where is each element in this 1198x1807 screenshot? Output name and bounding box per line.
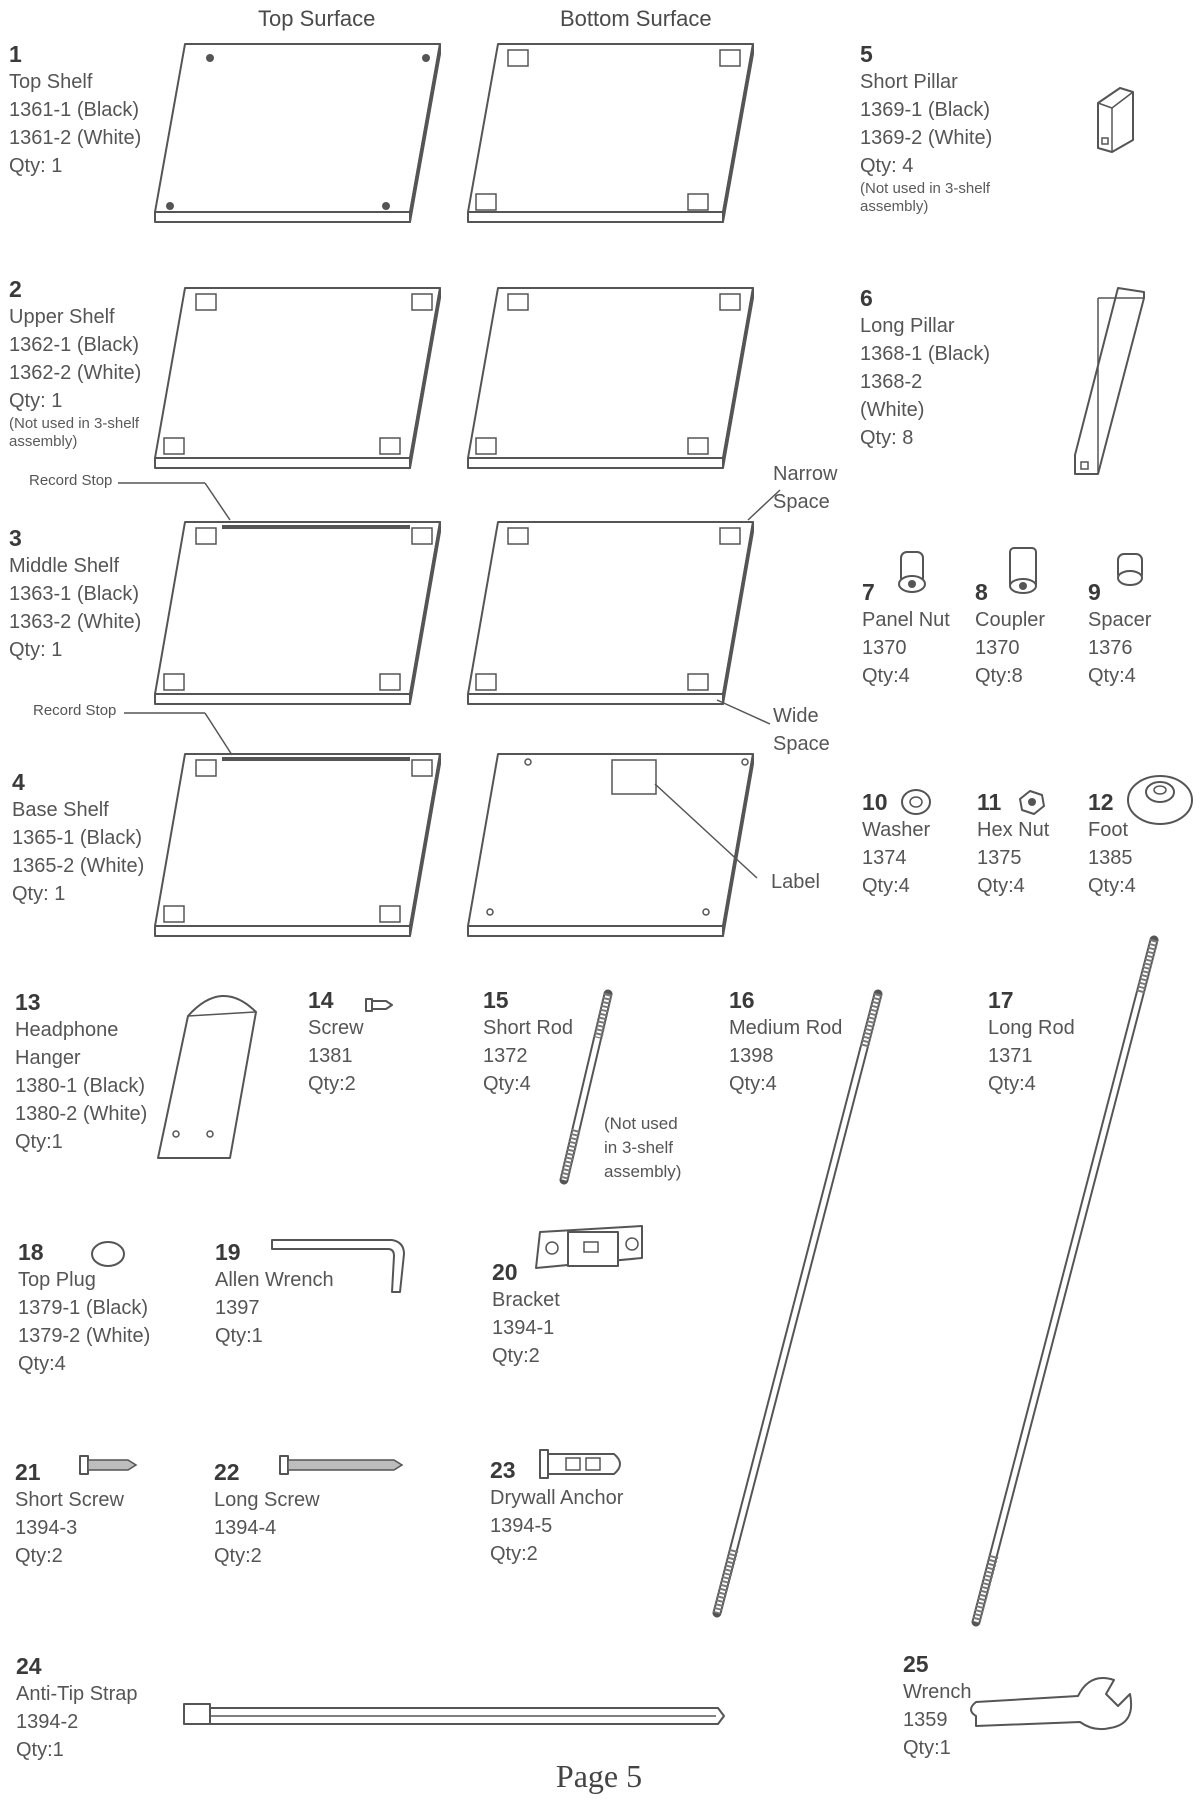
part-number: 16 bbox=[729, 987, 755, 1013]
part-name: Short Screw bbox=[15, 1489, 124, 1511]
part-24-label bbox=[16, 1652, 138, 1764]
top-surface-header: Top Surface bbox=[258, 6, 376, 31]
part-name: Anti-Tip Strap bbox=[16, 1683, 138, 1705]
wide-space-annotation: Wide Space bbox=[773, 705, 830, 755]
part-code-black: 1379-1 (Black) bbox=[18, 1297, 149, 1319]
part-code-white: 1379-2 (White) bbox=[18, 1325, 151, 1347]
part-number: 10 bbox=[862, 789, 888, 815]
part-number: 22 bbox=[214, 1459, 240, 1485]
part-code: 1370 bbox=[862, 637, 907, 659]
part-qty: Qty:1 bbox=[15, 1131, 63, 1153]
part-name: Foot bbox=[1088, 819, 1129, 841]
part-12-label bbox=[1088, 788, 1136, 900]
part-qty: Qty: 4 bbox=[860, 155, 914, 177]
part-25-label bbox=[903, 1650, 972, 1762]
part-18-label bbox=[18, 1238, 150, 1378]
part-name: Wrench bbox=[903, 1681, 972, 1703]
part-name: Base Shelf bbox=[12, 799, 109, 821]
part-code-black: 1362-1 (Black) bbox=[9, 334, 140, 356]
part-code-white: 1368-2 bbox=[860, 371, 923, 393]
part-number: 11 bbox=[977, 789, 1002, 815]
anti-tip-strap-drawing bbox=[184, 1704, 724, 1724]
part-qty: Qty: 1 bbox=[9, 155, 63, 177]
part-qty: Qty:4 bbox=[1088, 665, 1136, 687]
narrow-space-annotation: Narrow Space bbox=[773, 463, 838, 513]
part-3-label bbox=[9, 524, 141, 664]
part-code-black: 1369-1 (Black) bbox=[860, 99, 991, 121]
part-number: 5 bbox=[860, 41, 873, 67]
middle-shelf-top-surface-drawing bbox=[155, 522, 440, 704]
part-qty: Qty:4 bbox=[977, 875, 1025, 897]
part-name: Upper Shelf bbox=[9, 306, 115, 328]
part-qty: Qty:1 bbox=[903, 1737, 951, 1759]
part-qty: Qty:1 bbox=[16, 1739, 64, 1761]
part-19-label bbox=[215, 1238, 334, 1350]
part-note: assembly) bbox=[860, 198, 929, 215]
part-name: Bracket bbox=[492, 1289, 560, 1311]
part-name: Headphone bbox=[15, 1019, 119, 1041]
part-note: assembly) bbox=[9, 433, 78, 450]
part-15-label bbox=[483, 986, 573, 1098]
base-shelf-bottom-surface-drawing bbox=[468, 754, 753, 936]
long-pillar-drawing bbox=[1075, 288, 1144, 474]
part-10-label bbox=[862, 788, 930, 900]
part-qty: Qty:4 bbox=[729, 1073, 777, 1095]
part-code: 1394-4 bbox=[214, 1517, 277, 1539]
part-number: 4 bbox=[12, 769, 25, 795]
part-qty: Qty: 8 bbox=[860, 427, 914, 449]
part-name: Middle Shelf bbox=[9, 555, 120, 577]
part-number: 23 bbox=[490, 1457, 516, 1483]
headphone-hanger-drawing bbox=[158, 996, 256, 1158]
part-qty: Qty:1 bbox=[215, 1325, 263, 1347]
part-code-black: 1361-1 (Black) bbox=[9, 99, 140, 121]
part-code: 1394-1 bbox=[492, 1317, 555, 1339]
part-8-label bbox=[975, 578, 1045, 690]
part-name: Short Pillar bbox=[860, 71, 958, 93]
part-code: 1375 bbox=[977, 847, 1022, 869]
part-number: 8 bbox=[975, 579, 988, 605]
part-code: 1397 bbox=[215, 1297, 260, 1319]
part-qty: Qty:4 bbox=[1088, 875, 1136, 897]
part-number: 15 bbox=[483, 987, 509, 1013]
part-code-white: 1361-2 (White) bbox=[9, 127, 142, 149]
part-number: 18 bbox=[18, 1239, 44, 1265]
part-qty: Qty:8 bbox=[975, 665, 1023, 687]
part-7-label bbox=[862, 578, 950, 690]
part-code: 1372 bbox=[483, 1045, 528, 1067]
part-23-label bbox=[490, 1456, 623, 1568]
part-code: 1394-5 bbox=[490, 1515, 553, 1537]
part-qty: Qty: 1 bbox=[9, 639, 63, 661]
part-6-label bbox=[860, 284, 990, 452]
base-shelf-top-surface-drawing bbox=[155, 754, 440, 936]
top-shelf-bottom-surface-drawing bbox=[468, 44, 753, 222]
part-code: 1376 bbox=[1088, 637, 1133, 659]
part-name: Top Shelf bbox=[9, 71, 93, 93]
upper-shelf-top-surface-drawing bbox=[155, 288, 440, 468]
part-number: 6 bbox=[860, 285, 873, 311]
part-number: 9 bbox=[1088, 579, 1101, 605]
part-number: 13 bbox=[15, 989, 41, 1015]
part-number: 3 bbox=[9, 525, 22, 551]
page-number: Page 5 bbox=[555, 1758, 643, 1794]
part-name: Washer bbox=[862, 819, 931, 841]
part-20-label bbox=[492, 1258, 560, 1370]
upper-shelf-bottom-surface-drawing bbox=[468, 288, 753, 468]
part-code: 1398 bbox=[729, 1045, 774, 1067]
part-5-label bbox=[860, 40, 992, 216]
part-name: Allen Wrench bbox=[215, 1269, 334, 1291]
part-qty: Qty:4 bbox=[483, 1073, 531, 1095]
wrench-drawing bbox=[971, 1678, 1131, 1729]
part-number: 24 bbox=[16, 1653, 42, 1679]
part-code-white: 1369-2 (White) bbox=[860, 127, 993, 149]
part-note: (Not used in 3-shelf bbox=[9, 415, 140, 432]
part-code: 1385 bbox=[1088, 847, 1133, 869]
part-qty: Qty:2 bbox=[492, 1345, 540, 1367]
bottom-surface-header: Bottom Surface bbox=[560, 6, 712, 31]
part-qty: Qty:4 bbox=[988, 1073, 1036, 1095]
part-name: Medium Rod bbox=[729, 1017, 843, 1039]
part-9-label bbox=[1088, 578, 1151, 690]
part-number: 20 bbox=[492, 1259, 518, 1285]
part-code: 1381 bbox=[308, 1045, 353, 1067]
part-note: (Not used in 3-shelf bbox=[860, 180, 991, 197]
part-11-label bbox=[977, 788, 1049, 900]
part-code: 1394-3 bbox=[15, 1517, 78, 1539]
part-21-label bbox=[15, 1458, 124, 1570]
part-code: 1371 bbox=[988, 1045, 1033, 1067]
part-code-white: 1380-2 (White) bbox=[15, 1103, 148, 1125]
part-number: 25 bbox=[903, 1651, 929, 1677]
part-name: Screw bbox=[308, 1017, 364, 1039]
record-stop-annotation: Record Stop bbox=[29, 472, 113, 489]
part-15-note: (Not used in 3-shelf assembly) bbox=[604, 1114, 682, 1181]
part-name: Panel Nut bbox=[862, 609, 950, 631]
part-code-white: 1363-2 (White) bbox=[9, 611, 142, 633]
label-annotation: Label bbox=[771, 871, 820, 893]
part-number: 2 bbox=[9, 276, 22, 302]
part-16-label bbox=[729, 986, 842, 1098]
part-qty: Qty:4 bbox=[18, 1353, 66, 1375]
middle-shelf-bottom-surface-drawing bbox=[468, 522, 753, 704]
part-qty: Qty: 1 bbox=[12, 883, 66, 905]
part-code-black: 1363-1 (Black) bbox=[9, 583, 140, 605]
part-13-label bbox=[15, 988, 147, 1156]
part-name: Coupler bbox=[975, 609, 1046, 631]
part-number: 19 bbox=[215, 1239, 241, 1265]
part-number: 12 bbox=[1088, 789, 1114, 815]
part-name: Hex Nut bbox=[977, 819, 1050, 841]
part-name: Long Rod bbox=[988, 1017, 1075, 1039]
part-number: 14 bbox=[308, 987, 334, 1013]
part-name: Spacer bbox=[1088, 609, 1152, 631]
part-code-white-suffix: (White) bbox=[860, 399, 925, 421]
record-stop-annotation-lower: Record Stop bbox=[33, 702, 117, 719]
part-code-white: 1362-2 (White) bbox=[9, 362, 142, 384]
part-name-cont: Hanger bbox=[15, 1047, 81, 1069]
part-number: 1 bbox=[9, 41, 22, 67]
part-2-label bbox=[9, 275, 141, 451]
part-14-label bbox=[308, 986, 364, 1098]
part-code-black: 1368-1 (Black) bbox=[860, 343, 991, 365]
foot-drawing bbox=[1128, 776, 1192, 824]
part-code: 1394-2 bbox=[16, 1711, 79, 1733]
part-17-label bbox=[988, 986, 1075, 1098]
part-code: 1374 bbox=[862, 847, 907, 869]
part-name: Top Plug bbox=[18, 1269, 96, 1291]
part-1-label bbox=[9, 40, 141, 180]
part-name: Short Rod bbox=[483, 1017, 574, 1039]
part-number: 21 bbox=[15, 1459, 41, 1485]
part-code-white: 1365-2 (White) bbox=[12, 855, 145, 877]
part-qty: Qty: 1 bbox=[9, 390, 63, 412]
part-code-black: 1365-1 (Black) bbox=[12, 827, 143, 849]
part-code: 1370 bbox=[975, 637, 1020, 659]
part-qty: Qty:2 bbox=[308, 1073, 356, 1095]
part-number: 17 bbox=[988, 987, 1014, 1013]
part-code-black: 1380-1 (Black) bbox=[15, 1075, 146, 1097]
part-4-label bbox=[12, 768, 144, 908]
part-qty: Qty:2 bbox=[15, 1545, 63, 1567]
part-name: Long Screw bbox=[214, 1489, 320, 1511]
screw-drawing bbox=[366, 999, 392, 1011]
top-shelf-top-surface-drawing bbox=[155, 44, 440, 222]
part-number: 7 bbox=[862, 579, 875, 605]
part-name: Long Pillar bbox=[860, 315, 955, 337]
part-qty: Qty:2 bbox=[490, 1543, 538, 1565]
part-22-label bbox=[214, 1458, 320, 1570]
part-code: 1359 bbox=[903, 1709, 948, 1731]
part-qty: Qty:2 bbox=[214, 1545, 262, 1567]
part-qty: Qty:4 bbox=[862, 875, 910, 897]
part-name: Drywall Anchor bbox=[490, 1487, 624, 1509]
part-qty: Qty:4 bbox=[862, 665, 910, 687]
short-pillar-drawing bbox=[1098, 88, 1133, 152]
